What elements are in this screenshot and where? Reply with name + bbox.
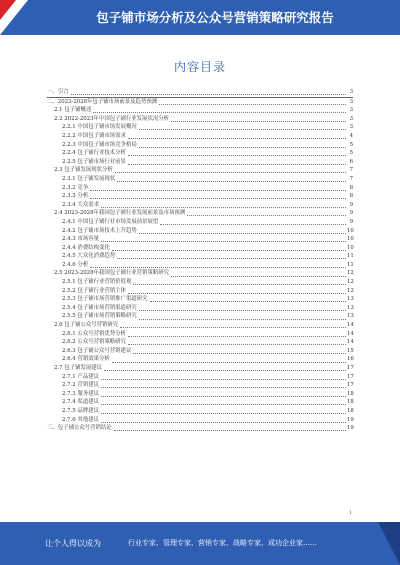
toc-leader-dots — [159, 99, 346, 105]
toc-entry-label: 2.4.6 分析 — [47, 261, 90, 270]
toc-entry-label: 2.4.2 包子铺市场技术上升趋势 — [47, 227, 139, 236]
toc-leader-dots — [93, 107, 346, 113]
toc-entry-label: 2.7.6 其他建议 — [47, 416, 101, 425]
toc-entry-page: 16 — [347, 356, 354, 363]
toc-entry[interactable] — [47, 98, 353, 107]
toc-entry[interactable] — [47, 158, 353, 167]
toc-leader-dots — [171, 271, 346, 277]
toc-leader-dots — [128, 339, 346, 345]
report-footer — [0, 522, 400, 565]
toc-entry[interactable] — [47, 218, 353, 227]
toc-entry-page: 17 — [347, 382, 354, 389]
toc-entry-page: 3 — [349, 115, 353, 122]
toc-entry-page: 13 — [347, 304, 354, 311]
toc-entry-label: 2.7.2 营销建议 — [47, 381, 101, 390]
toc-entry-label: 2.2.2 中国包子铺市场需求 — [47, 132, 128, 141]
footer-corner — [378, 522, 400, 565]
toc-entry-page: 19 — [347, 425, 354, 432]
toc-entry[interactable] — [47, 321, 353, 330]
toc-entry[interactable] — [47, 106, 353, 115]
toc-entry-label: 2.4.1 中国包子铺行业市场发展前景展望 — [47, 218, 160, 227]
footer-slogan-right: 行业专家、管理专家、营销专家、战略专家、成功企业家…… — [128, 539, 317, 547]
toc-entry[interactable] — [47, 398, 353, 407]
toc-entry-label: 2.3.1 包子铺发展现状 — [47, 175, 117, 184]
report-title: 包子铺市场分析及公众号营销策略研究报告 — [96, 10, 334, 25]
toc-entry-page: 9 — [349, 201, 353, 208]
toc-leader-dots — [128, 133, 346, 139]
toc-entry-label: 2.3 包子铺发展现状分析 — [47, 166, 115, 175]
toc-leader-dots — [101, 202, 346, 208]
toc-entry-label: 2.3.3 分析 — [47, 192, 90, 201]
toc-entry[interactable] — [47, 312, 353, 321]
toc-leader-dots — [133, 279, 346, 285]
toc-entry-page: 9 — [349, 218, 353, 225]
toc-leader-dots — [128, 159, 346, 165]
toc-entry[interactable] — [47, 184, 353, 193]
toc-entry[interactable] — [47, 132, 353, 141]
report-header — [0, 0, 400, 35]
toc-entry-label: 2.2.1 中国包子铺市场发展概况 — [47, 123, 139, 132]
toc-entry-label: 2.5.2 包子铺行业营销主体 — [47, 287, 128, 296]
footer-slogan-left: 让个人得以成为 — [45, 539, 101, 548]
toc-entry[interactable] — [47, 201, 353, 210]
toc-entry-label: 2.5 2023-2028年我国包子铺行业营销策略研究 — [47, 269, 171, 278]
toc-entry[interactable] — [47, 166, 353, 175]
toc-leader-dots — [160, 219, 346, 225]
toc-entry[interactable] — [47, 175, 353, 184]
toc-entry-page: 18 — [347, 407, 354, 414]
toc-leader-dots — [115, 167, 346, 173]
toc-entry-page: 5 — [349, 150, 353, 157]
toc-leader-dots — [187, 210, 346, 216]
toc-entry[interactable] — [47, 304, 353, 313]
toc-entry-label: 2.1 包子铺概述 — [47, 106, 93, 115]
toc-entry-label: 2.5.5 包子铺市场营销策略研究 — [47, 312, 139, 321]
toc-entry[interactable] — [47, 295, 353, 304]
toc-leader-dots — [71, 89, 346, 95]
toc-entry-label: 2.7 包子铺发展建议 — [47, 364, 104, 373]
toc-entry-page: 8 — [349, 193, 353, 200]
toc-entry[interactable] — [47, 416, 353, 425]
toc-entry[interactable] — [47, 381, 353, 390]
toc-entry-label: 2.4 2023-2028年我国包子铺行业发展前景及市场预测 — [47, 209, 187, 218]
toc-entry-page: 12 — [347, 287, 354, 294]
toc-entry-page: 7 — [349, 167, 353, 174]
toc-entry-page: 17 — [347, 365, 354, 371]
toc-entry[interactable] — [47, 364, 353, 373]
toc-leader-dots — [112, 357, 346, 363]
toc-entry-page: 7 — [349, 175, 353, 182]
toc-entry-label: 2.6.4 营销效果分析 — [47, 355, 112, 364]
toc-entry-page: 13 — [347, 313, 354, 320]
toc-entry-label: 2.5.1 包子铺行业营销价值观 — [47, 278, 133, 287]
toc-entry-page: 17 — [347, 373, 354, 380]
toc-leader-dots — [128, 288, 346, 294]
toc-entry-page: 13 — [347, 296, 354, 303]
toc-leader-dots — [101, 374, 346, 380]
toc-leader-dots — [114, 425, 346, 431]
toc-entry-label: 2.2.3 中国包子铺市场竞争格局 — [47, 141, 139, 150]
toc-entry-label: 2.5.3 包子铺市场营销推广渠道研究 — [47, 295, 150, 304]
toc-entry-page: 11 — [347, 253, 354, 260]
toc-leader-dots — [120, 322, 346, 328]
toc-leader-dots — [101, 408, 346, 414]
table-of-contents — [47, 88, 353, 433]
toc-entry-page: 3 — [349, 124, 353, 131]
toc-entry[interactable] — [47, 141, 353, 150]
toc-leader-dots — [90, 185, 346, 191]
toc-entry[interactable] — [47, 287, 353, 296]
toc-leader-dots — [90, 262, 346, 268]
toc-leader-dots — [117, 176, 346, 182]
toc-entry[interactable] — [47, 149, 353, 158]
toc-leader-dots — [150, 296, 346, 302]
toc-entry-label: 2.7.3 服务建议 — [47, 390, 101, 399]
toc-entry-label: 2.4.3 市场容量 — [47, 235, 101, 244]
toc-entry[interactable] — [47, 227, 353, 236]
toc-entry-page: 3 — [349, 89, 353, 95]
toc-entry-page: 9 — [349, 210, 353, 217]
toc-entry[interactable] — [47, 209, 353, 218]
toc-heading: 内容目录 — [173, 60, 226, 74]
toc-entry-label: 一、引言 — [47, 89, 69, 95]
toc-leader-dots — [117, 253, 346, 259]
toc-leader-dots — [139, 228, 346, 234]
toc-entry-label: 2.6 包子铺公众号营销研究 — [47, 321, 120, 330]
toc-entry-label: 2.6.1 公众号营销优势分析 — [47, 330, 128, 339]
toc-entry[interactable] — [47, 123, 353, 132]
toc-entry-label: 2.5.4 包子铺市场营销渠道研究 — [47, 304, 139, 313]
toc-entry[interactable] — [47, 269, 353, 278]
toc-entry-label: 2.7.4 渠道建议 — [47, 398, 101, 407]
toc-entry-label: 2.6.3 包子铺公众号营销建议 — [47, 347, 133, 356]
toc-leader-dots — [101, 382, 346, 388]
toc-entry-page: 18 — [347, 399, 354, 406]
toc-entry-page: 12 — [347, 279, 354, 286]
toc-leader-dots — [171, 116, 346, 122]
toc-entry-page: 18 — [347, 390, 354, 397]
toc-entry-page: 10 — [347, 236, 354, 243]
toc-entry[interactable] — [47, 373, 353, 382]
toc-entry-label: 2.2.5 包子铺市场行业前景 — [47, 158, 128, 167]
toc-leader-dots — [101, 399, 346, 405]
toc-entry-page: 19 — [347, 416, 354, 423]
header-red-corner — [0, 0, 16, 20]
toc-entry[interactable] — [47, 261, 353, 270]
toc-entry[interactable] — [47, 235, 353, 244]
toc-entry-label: 三、包子铺公众号营销结论 — [47, 425, 112, 432]
toc-entry-page: 10 — [347, 244, 354, 251]
toc-entry-page: 14 — [347, 339, 354, 346]
toc-entry[interactable] — [47, 355, 353, 364]
toc-leader-dots — [104, 365, 346, 371]
toc-leader-dots — [133, 348, 346, 354]
toc-entry-label: 2.7.5 品牌建议 — [47, 407, 101, 416]
toc-entry[interactable] — [47, 390, 353, 399]
toc-leader-dots — [139, 142, 346, 148]
toc-entry-label: 2.2 2022-2023年中国包子铺行业发展状况分析 — [47, 115, 171, 124]
toc-entry-page: 5 — [349, 141, 353, 148]
toc-entry-label: 2.2.4 包子铺行业技术分析 — [47, 149, 128, 158]
toc-entry-label: 2.3.4 大众需求 — [47, 201, 101, 210]
toc-entry[interactable] — [47, 278, 353, 287]
toc-leader-dots — [139, 124, 346, 130]
toc-entry[interactable] — [47, 192, 353, 201]
toc-leader-dots — [112, 245, 346, 251]
toc-entry-page: 14 — [347, 330, 354, 337]
toc-leader-dots — [101, 417, 346, 423]
toc-leader-dots — [101, 391, 346, 397]
toc-entry-page: 10 — [347, 227, 354, 234]
toc-entry[interactable] — [47, 88, 353, 98]
toc-entry-page: 15 — [347, 347, 354, 354]
toc-entry-label: 2.6.2 公众号营销策略研究 — [47, 338, 128, 347]
toc-entry[interactable] — [47, 115, 353, 124]
toc-leader-dots — [101, 236, 346, 242]
toc-entry-label: 2.4.5 大众化消费趋势 — [47, 252, 117, 261]
toc-leader-dots — [128, 150, 346, 156]
toc-entry[interactable] — [47, 252, 353, 261]
toc-entry[interactable] — [47, 424, 353, 433]
toc-entry[interactable] — [47, 338, 353, 347]
toc-entry-label: 2.3.2 竞争 — [47, 184, 90, 193]
toc-entry-label: 2.4.4 消费结构变化 — [47, 244, 112, 253]
toc-entry[interactable] — [47, 244, 353, 253]
toc-entry-page: 6 — [349, 158, 353, 165]
toc-entry-page: 4 — [349, 132, 353, 139]
page-number: 1 — [348, 510, 352, 516]
toc-entry-page: 8 — [349, 184, 353, 191]
toc-entry-label: 二、2023-2028年包子铺市场前景及趋势预测 — [47, 98, 158, 105]
toc-leader-dots — [139, 305, 346, 311]
toc-entry-page: 12 — [347, 270, 354, 277]
toc-entry-page: 14 — [347, 322, 354, 329]
toc-entry[interactable] — [47, 330, 353, 339]
toc-leader-dots — [128, 331, 346, 337]
toc-entry[interactable] — [47, 407, 353, 416]
toc-entry[interactable] — [47, 347, 353, 356]
toc-entry-page: 11 — [347, 261, 354, 268]
toc-entry-page: 3 — [349, 107, 353, 114]
toc-leader-dots — [139, 314, 346, 320]
toc-entry-label: 2.7.1 产品建议 — [47, 373, 101, 382]
toc-entry-page: 3 — [349, 98, 353, 105]
toc-leader-dots — [90, 193, 346, 199]
